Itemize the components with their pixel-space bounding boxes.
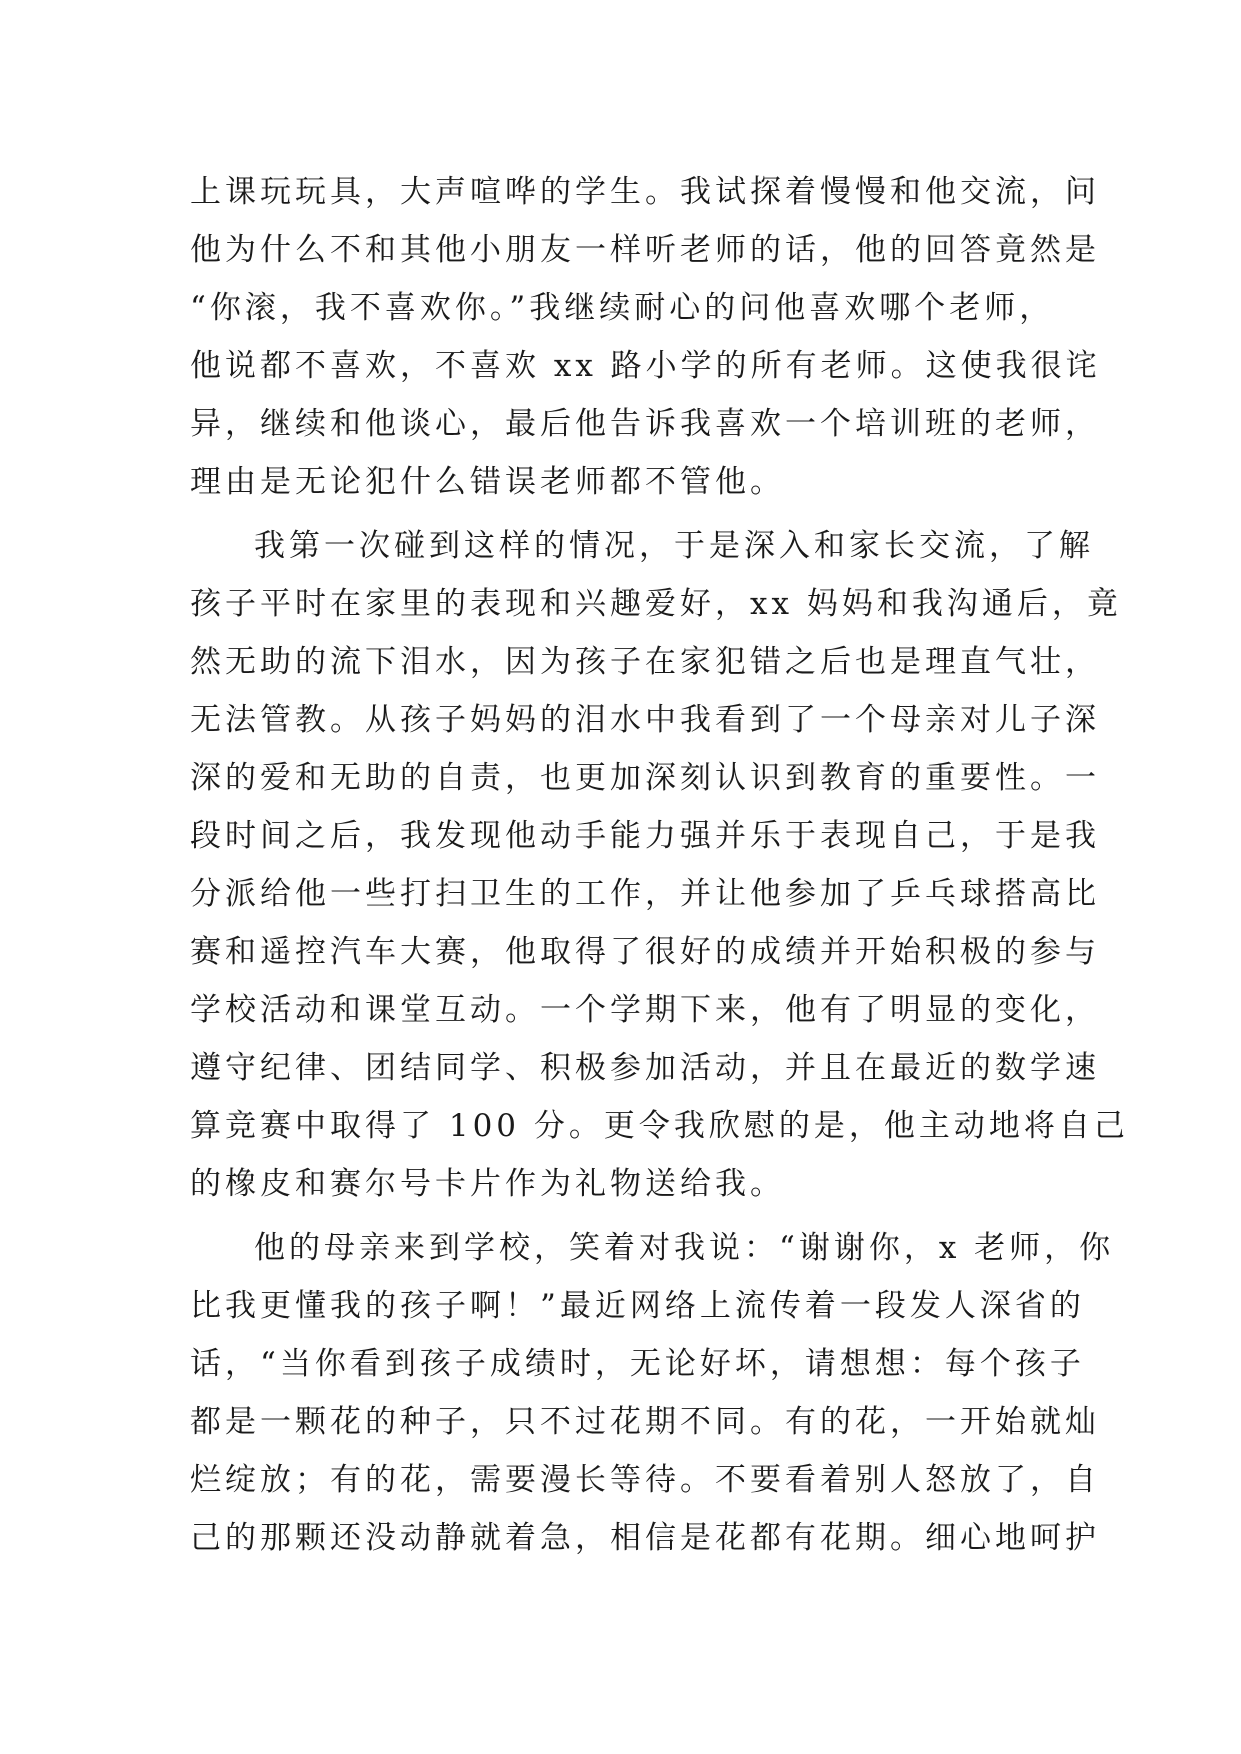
text-line: 的橡皮和赛尔号卡片作为礼物送给我。 xyxy=(190,1166,785,1202)
text-line: 他的母亲来到学校，笑着对我说：“谢谢你，x 老师，你 xyxy=(254,1230,1115,1266)
text-line: 深的爱和无助的自责，也更加深刻认识到教育的重要性。一 xyxy=(190,760,1100,796)
text-line: 他说都不喜欢，不喜欢 xx 路小学的所有老师。这使我很诧 xyxy=(190,348,1101,384)
text-line: 都是一颗花的种子，只不过花期不同。有的花，一开始就灿 xyxy=(190,1404,1100,1440)
text-line: 然无助的流下泪水，因为孩子在家犯错之后也是理直气壮， xyxy=(190,644,1100,680)
text-line: 己的那颗还没动静就着急，相信是花都有花期。细心地呵护 xyxy=(190,1520,1100,1556)
text-line: 理由是无论犯什么错误老师都不管他。 xyxy=(190,464,785,500)
text-line: 孩子平时在家里的表现和兴趣爱好，xx 妈妈和我沟通后，竟 xyxy=(190,586,1122,622)
text-line: 比我更懂我的孩子啊！”最近网络上流传着一段发人深省的 xyxy=(190,1288,1085,1324)
text-line: 他为什么不和其他小朋友一样听老师的话，他的回答竟然是 xyxy=(190,232,1100,268)
document-body xyxy=(190,163,1129,1567)
text-line: 我第一次碰到这样的情况，于是深入和家长交流，了解 xyxy=(254,528,1094,564)
text-line: 赛和遥控汽车大赛，他取得了很好的成绩并开始积极的参与 xyxy=(190,934,1100,970)
text-line: 无法管教。从孩子妈妈的泪水中我看到了一个母亲对儿子深 xyxy=(190,702,1100,738)
text-line: 话，“当你看到孩子成绩时，无论好坏，请想想：每个孩子 xyxy=(190,1346,1085,1382)
text-line: 上课玩玩具，大声喧哗的学生。我试探着慢慢和他交流，问 xyxy=(190,174,1100,210)
text-line: 遵守纪律、团结同学、积极参加活动，并且在最近的数学速 xyxy=(190,1050,1100,1086)
text-line: 学校活动和课堂互动。一个学期下来，他有了明显的变化， xyxy=(190,992,1100,1028)
text-line: 烂绽放；有的花，需要漫长等待。不要看着别人怒放了，自 xyxy=(190,1462,1100,1498)
text-line: 分派给他一些打扫卫生的工作，并让他参加了乒乓球搭高比 xyxy=(190,876,1100,912)
text-line: 算竞赛中取得了 100 分。更令我欣慰的是，他主动地将自己 xyxy=(190,1108,1129,1144)
text-line: “你滚，我不喜欢你。”我继续耐心的问他喜欢哪个老师， xyxy=(190,290,1055,326)
paragraph xyxy=(190,1219,1115,1567)
text-line: 异，继续和他谈心，最后他告诉我喜欢一个培训班的老师， xyxy=(190,406,1100,442)
paragraph xyxy=(190,163,1101,511)
text-line: 段时间之后，我发现他动手能力强并乐于表现自己，于是我 xyxy=(190,818,1100,854)
paragraph xyxy=(190,517,1129,1213)
